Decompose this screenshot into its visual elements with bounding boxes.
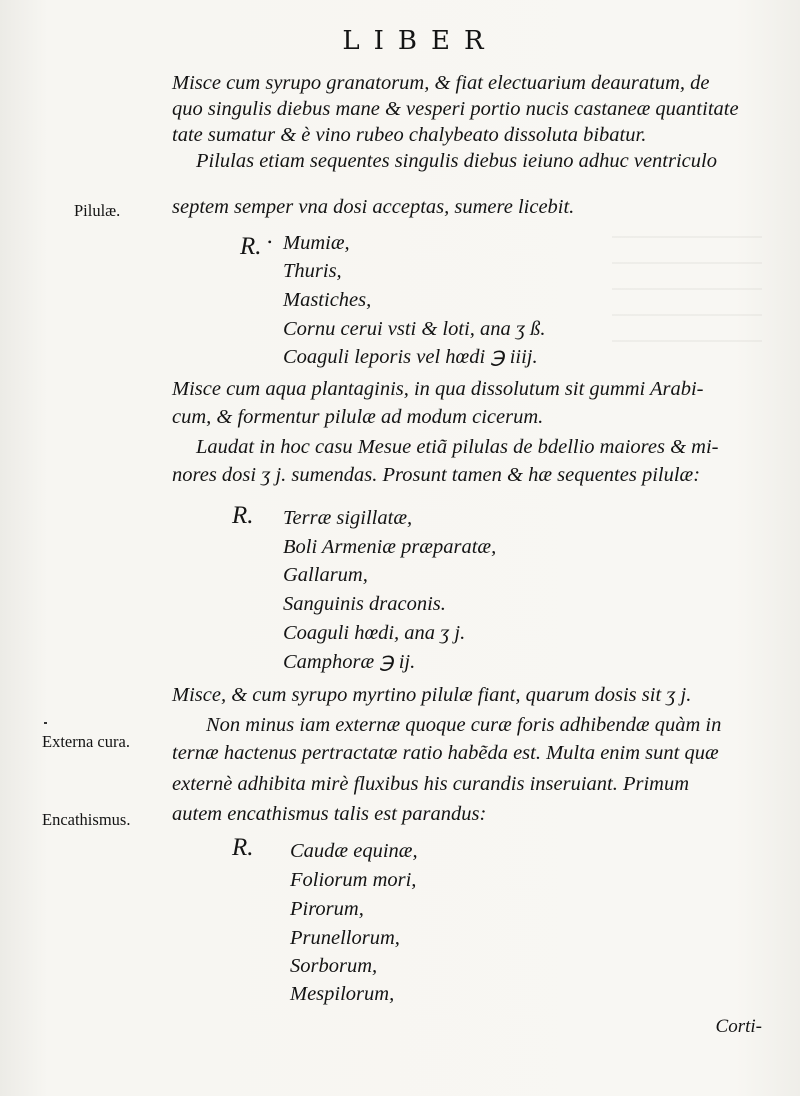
recipe-item: Thuris, xyxy=(283,260,342,282)
text-line: quo singulis diebus mane & vesperi portio nucis castaneæ quantitate xyxy=(172,98,739,120)
recipe-item: Mespilorum, xyxy=(290,983,395,1005)
print-mark xyxy=(44,722,47,724)
text-line: Non minus iam externæ quoque curæ foris adhibendæ quàm in xyxy=(206,714,722,736)
text-line: nores dosi ʒ j. sumendas. Prosunt tamen & hæ sequentes pilulæ: xyxy=(172,464,701,486)
running-head: LIBER xyxy=(342,26,498,56)
text-line: ternæ hactenus pertractatæ ratio habẽda est. Multa enim sunt quæ xyxy=(172,742,719,764)
recipe-item: Sanguinis draconis. xyxy=(283,593,446,615)
text-line: Misce cum syrupo granatorum, & fiat electuarium deauratum, de xyxy=(172,72,710,94)
text-line: Misce, & cum syrupo myrtino pilulæ fiant, quarum dosis sit ʒ j. xyxy=(172,684,692,706)
rx-label: R. xyxy=(240,233,262,260)
recipe-item: Coaguli hœdi, ana ʒ j. xyxy=(283,622,466,644)
recipe-item: Mastiches, xyxy=(283,289,372,311)
recipe-item: Sorborum, xyxy=(290,955,378,977)
recipe-item: Gallarum, xyxy=(283,564,368,586)
recipe-item: Caudæ equinæ, xyxy=(290,840,418,862)
text-line: septem semper vna dosi acceptas, sumere licebit. xyxy=(172,196,575,218)
recipe-item: Terræ sigillatæ, xyxy=(283,507,413,529)
recipe-symbol: R. xyxy=(232,834,254,861)
margin-note-encathismus: Encathismus. xyxy=(42,810,131,829)
text-line: autem encathismus talis est parandus: xyxy=(172,803,487,825)
recipe-item: Prunellorum, xyxy=(290,927,400,949)
recipe-item: Foliorum mori, xyxy=(290,869,417,891)
recipe-item: Camphoræ ℈ ij. xyxy=(283,651,416,673)
margin-note-pilulae: Pilulæ. xyxy=(74,201,121,220)
recipe-item: Mumiæ, xyxy=(283,232,350,254)
text-line: Misce cum aqua plantaginis, in qua dissolutum sit gummi Arabi- xyxy=(172,378,704,400)
recipe-item: Cornu cerui vsti & loti, ana ʒ ß. xyxy=(283,318,546,340)
text-line: cum, & formentur pilulæ ad modum cicerum. xyxy=(172,406,544,428)
margin-note-externa-cura: Externa cura. xyxy=(42,732,130,751)
text-line: Laudat in hoc casu Mesue etiã pilulas de bdellio maiores & mi- xyxy=(196,436,719,458)
dot-mark: • xyxy=(267,235,272,249)
recipe-symbol xyxy=(240,228,272,261)
recipe-item: Boli Armeniæ præparatæ, xyxy=(283,536,497,558)
recipe-item: Coaguli leporis vel hœdi ℈ iiij. xyxy=(283,346,538,368)
catchword: Corti- xyxy=(715,1016,762,1037)
text-line: tate sumatur & è vino rubeo chalybeato dissoluta bibatur. xyxy=(172,124,647,146)
recipe-symbol: R. xyxy=(232,502,254,529)
recipe-item: Pirorum, xyxy=(290,898,364,920)
text-line: externè adhibita mirè fluxibus his curandis inseruiant. Primum xyxy=(172,773,690,795)
show-through-ghost xyxy=(612,232,762,342)
text-line: Pilulas etiam sequentes singulis diebus ieiuno adhuc ventriculo xyxy=(196,150,717,172)
